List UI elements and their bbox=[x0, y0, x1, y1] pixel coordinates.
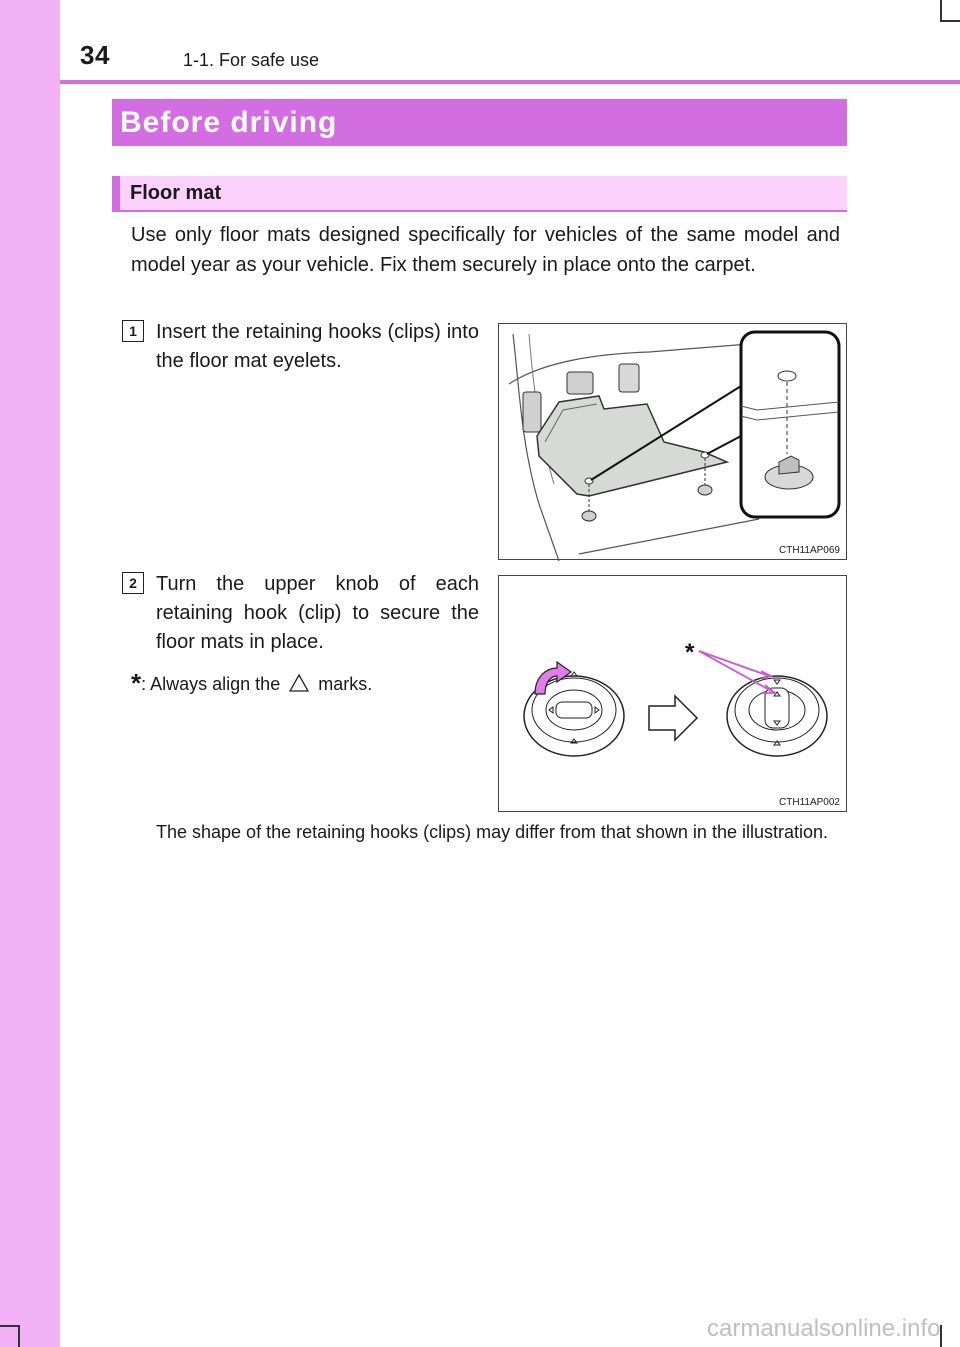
figure-star: * bbox=[685, 639, 695, 666]
footnote-prefix: : Always align the bbox=[141, 674, 281, 694]
knob-turn-illustration bbox=[499, 576, 848, 813]
crop-mark bbox=[0, 1325, 20, 1327]
footnote-star: * bbox=[131, 668, 142, 698]
footnote-suffix: marks. bbox=[318, 674, 373, 694]
crop-mark bbox=[18, 1325, 20, 1347]
triangle-mark-icon bbox=[289, 674, 309, 692]
step-number-2: 2 bbox=[122, 572, 144, 594]
figure-code-2: CTH11AP002 bbox=[779, 797, 840, 808]
step-1-text: Insert the retaining hooks (clips) into the floor mat eyelets. bbox=[156, 321, 479, 372]
crop-mark bbox=[940, 1325, 942, 1347]
page-title: Before driving bbox=[112, 99, 847, 146]
figure-code-1: CTH11AP069 bbox=[779, 545, 840, 556]
figure-floor-mat-hooks bbox=[498, 323, 847, 560]
floor-mat-illustration bbox=[499, 324, 848, 561]
page-number: 34 bbox=[80, 40, 110, 70]
step-number-1: 1 bbox=[122, 320, 144, 342]
intro-paragraph: Use only floor mats designed specifically for vehicles of the same model and model year as your vehicle. Fix them securely in place onto the carpet. bbox=[131, 224, 840, 276]
subsection-title: Floor mat bbox=[112, 176, 847, 212]
watermark: carmanualsonline.info bbox=[707, 1315, 941, 1342]
side-color-band bbox=[0, 0, 60, 1347]
figure-knob-turn bbox=[498, 575, 847, 812]
step-2-text: Turn the upper knob of each retaining hook (clip) to secure the floor mats in place. bbox=[156, 573, 479, 653]
section-header: 1-1. For safe use bbox=[183, 50, 320, 70]
crop-mark bbox=[940, 0, 942, 22]
footnote bbox=[131, 668, 372, 699]
crop-mark bbox=[940, 20, 960, 22]
note-paragraph: The shape of the retaining hooks (clips) may differ from that shown in the illustration. bbox=[156, 822, 829, 842]
header-rule bbox=[60, 80, 960, 84]
